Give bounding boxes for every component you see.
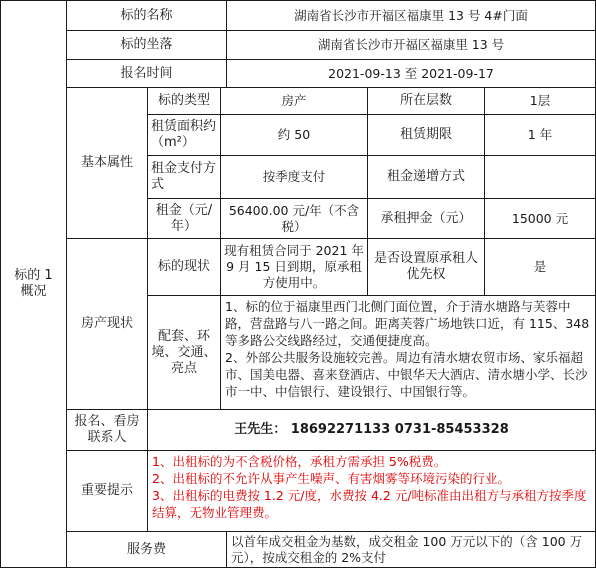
- floor-value: 1层: [484, 87, 596, 115]
- facilities-description: [220, 295, 596, 410]
- rent-increase-label: 租金递增方式: [367, 155, 485, 199]
- note-item: 2、出租标的不允许从事产生噪声、有害烟雾等环境污染的行业。: [152, 471, 510, 486]
- current-status-value: 现有租赁合同于 2021 年 9 月 15 日到期，原承租方使用中。: [220, 238, 368, 296]
- important-notes-label: 重要提示: [66, 450, 148, 532]
- basic-attributes-label: 基本属性: [66, 87, 148, 239]
- object-type-value: 房产: [220, 87, 368, 115]
- area-label: 租赁面积约（m²）: [147, 114, 221, 156]
- object-name-label: 标的名称: [66, 0, 227, 31]
- contact-value: 王先生： 18692271133 0731-85453328: [147, 409, 596, 451]
- contact-label: 报名、看房联系人: [66, 409, 148, 451]
- rent-label: 租金（元/年）: [147, 198, 221, 239]
- deposit-label: 承租押金（元）: [367, 198, 485, 239]
- priority-right-value: 是: [484, 238, 596, 296]
- lease-term-label: 租赁期限: [367, 114, 485, 156]
- payment-method-label: 租金支付方式: [147, 155, 221, 199]
- service-fee-label: 服务费: [66, 531, 227, 568]
- facilities-paragraph-2: 2、外部公共服务设施较完善。周边有清水塘农贸市场、家乐福超市、国美电器、喜来登酒店、中银华天大酒店、清水塘小学、长沙市一中、中信银行、建设银行、中国银行等。: [225, 350, 588, 399]
- deposit-value: 15000 元: [484, 198, 596, 239]
- important-notes: [147, 450, 596, 532]
- service-fee-value: 以首年成交租金为基数，成交租金 100 万元以下的（含 100 万元），按成交租金的 2%支付: [226, 531, 596, 568]
- registration-time-label: 报名时间: [66, 59, 227, 88]
- rent-increase-value: [484, 155, 596, 199]
- floor-label: 所在层数: [367, 87, 485, 115]
- location-value: 湖南省长沙市开福区福康里 13 号: [226, 30, 596, 60]
- priority-right-label: 是否设置原承租人优先权: [367, 238, 485, 296]
- payment-method-value: 按季度支付: [220, 155, 368, 199]
- location-label: 标的坐落: [66, 30, 227, 60]
- overview-label: 标的 1 概况: [0, 0, 67, 568]
- rent-value: 56400.00 元/年（不含税）: [220, 198, 368, 239]
- facilities-paragraph-1: 1、标的位于福康里西门北侧门面位置，介于清水塘路与芙蓉中路，营盘路与八一路之间。距离芙蓉广场地铁口近，有 115、348 等多路公交线路经过，交通便捷度高。: [225, 299, 590, 348]
- facilities-label: 配套、环境、交通、亮点: [147, 295, 221, 410]
- note-item: 1、出租标的为不含税价格，承租方需承担 5%税费。: [152, 454, 447, 469]
- note-item: 3、出租标的电费按 1.2 元/度，水费按 4.2 元/吨标准由出租方与承租方按季度结算，无物业管理费。: [152, 488, 587, 520]
- property-status-label: 房产现状: [66, 238, 148, 410]
- area-value: 约 50: [220, 114, 368, 156]
- current-status-label: 标的现状: [147, 238, 221, 296]
- object-type-label: 标的类型: [147, 87, 221, 115]
- registration-time-value: 2021-09-13 至 2021-09-17: [226, 59, 596, 88]
- object-name-value: 湖南省长沙市开福区福康里 13 号 4#门面: [226, 0, 596, 31]
- lease-term-value: 1 年: [484, 114, 596, 156]
